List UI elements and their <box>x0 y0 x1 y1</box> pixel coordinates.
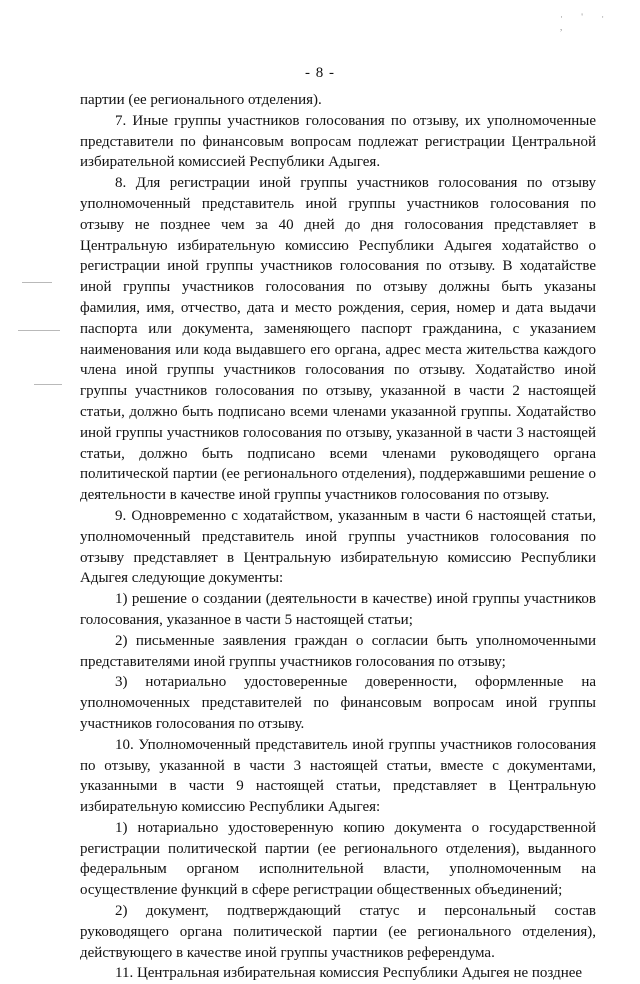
paragraph-9-item-2: 2) письменные заявления граждан о согласии быть уполномоченными представителями иной группы участников голосования по отзыву; <box>80 632 596 670</box>
paragraph-9-item-3: 3) нотариально удостоверенные доверенности, оформленные на уполномоченных представителей по финансовым вопросам иной группы участников голосования по отзыву. <box>80 674 596 732</box>
scan-corner-dots: · ' · , <box>560 12 613 32</box>
scan-mark <box>22 282 52 283</box>
document-body <box>80 90 596 984</box>
scan-mark <box>18 330 60 331</box>
scan-mark <box>34 384 62 385</box>
paragraph-10-item-2: 2) документ, подтверждающий статус и персональный состав руководящего органа политической партии (ее регионального отделения), действующего в качестве иной группы участников референдума. <box>80 903 596 961</box>
paragraph-9: 9. Одновременно с ходатайством, указанным в части 6 настоящей статьи, уполномоченный представитель иной группы участников голосования по отзыву представляет в Центральную избирательную комиссию Республики Адыгея следующие документы: <box>80 507 596 587</box>
paragraph-10-item-1: 1) нотариально удостоверенную копию документа о государственной регистрации политической партии (ее регионального отделения), выданного федеральным органом исполнительной власти, уполномоченным на осуществление функций в сфере регистрации общественных объединений; <box>80 819 596 899</box>
paragraph-10: 10. Уполномоченный представитель иной группы участников голосования по отзыву, указанной в части 3 настоящей статьи, вместе с документами, указанными в части 9 настоящей статьи, представляет в Центральную избирательную комиссию Республики Адыгея: <box>80 736 596 816</box>
paragraph-11: 11. Центральная избирательная комиссия Республики Адыгея не позднее <box>115 965 583 982</box>
paragraph-continuation: партии (ее регионального отделения). <box>80 92 322 108</box>
paragraph-8: 8. Для регистрации иной группы участников голосования по отзыву уполномоченный представитель иной группы участников голосования по отзыву не позднее чем за 40 дней до дня голосования представляет в Центральную избирательную комиссию Республики Адыгея ходатайство о регистрации иной группы участников голосования по отзыву. В ходатайстве иной группы участников голосования по отзыву должны быть указаны фамилия, имя, отчество, дата и место рождения, серия, номер и дата выдачи паспорта или документа, заменяющего паспорт гражданина, с указанием наименования или кода выдавшего его органа, адрес места жительства каждого члена иной группы участников голосования по отзыву. Ходатайство иной группы участников голосования по отзыву, указанной в части 2 настоящей статьи, должно быть подписано всеми членами указанной группы. Ходатайство иной группы участников голосования по отзыву, указанной в части 3 настоящей статьи, должно быть подписано всеми членами руководящего органа политической партии (ее регионального отделения), поддержавшими решение о деятельности в качестве иной группы участников голосования по отзыву. <box>80 175 596 504</box>
page-number: - 8 - <box>305 65 335 81</box>
paragraph-9-item-1: 1) решение о создании (деятельности в качестве) иной группы участников голосования, указанное в части 5 настоящей статьи; <box>80 591 596 628</box>
paragraph-7: 7. Иные группы участников голосования по отзыву, их уполномоченные представители по финансовым вопросам подлежат регистрации Центральной избирательной комиссией Республики Адыгея. <box>80 112 596 171</box>
